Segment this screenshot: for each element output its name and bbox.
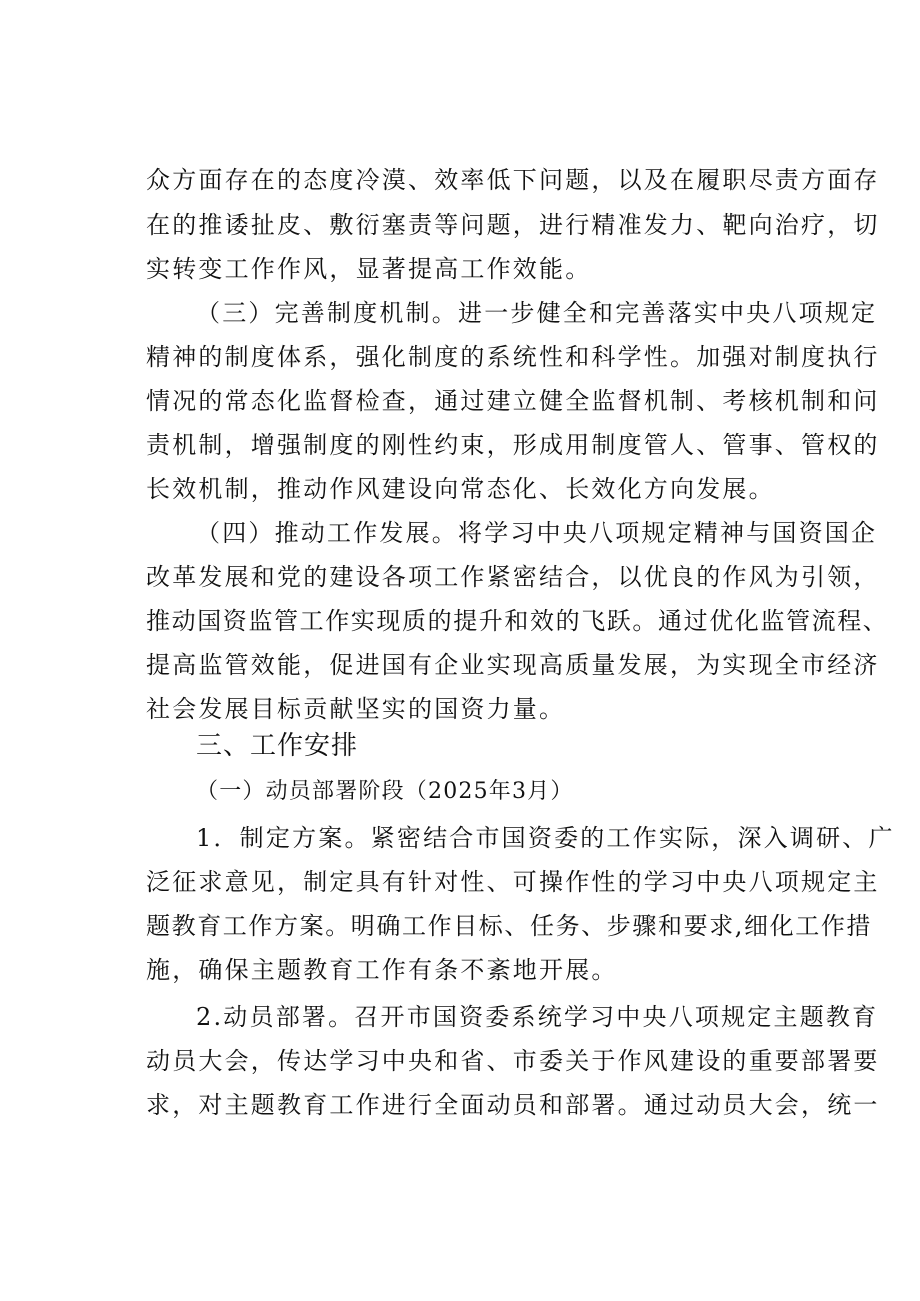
- item-two-start: 2.动员部署。召开市国资委系统学习中央八项规定主题教育: [196, 1003, 879, 1031]
- paragraph-line: 提高监管效能，促进国有企业实现高质量发展，为实现全市经济: [146, 651, 880, 679]
- section-three-paragraph-start: （三）完善制度机制。进一步健全和完善落实中央八项规定: [196, 299, 878, 327]
- paragraph-line: 推动国资监管工作实现质的提升和效的飞跃。通过优化监管流程、: [146, 607, 889, 635]
- paragraph-line: 题教育工作方案。明确工作目标、任务、步骤和要求,细化工作措: [146, 912, 873, 940]
- paragraph-line: 在的推诿扯皮、敷衍塞责等问题，进行精准发力、靶向治疗，切: [146, 211, 880, 239]
- sub-section-heading: （一）动员部署阶段（2025年3月）: [196, 779, 574, 804]
- paragraph-line: 精神的制度体系，强化制度的系统性和科学性。加强对制度执行: [146, 343, 880, 371]
- section-heading: 三、工作安排: [196, 731, 359, 761]
- paragraph-line: 长效机制，推动作风建设向常态化、长效化方向发展。: [146, 475, 775, 503]
- paragraph-line: 泛征求意见，制定具有针对性、可操作性的学习中央八项规定主: [146, 868, 880, 896]
- section-four-paragraph-start: （四）推动工作发展。将学习中央八项规定精神与国资国企: [196, 519, 878, 547]
- paragraph-line: 动员大会，传达学习中央和省、市委关于作风建设的重要部署要: [146, 1047, 880, 1075]
- paragraph-line: 改革发展和党的建设各项工作紧密结合，以优良的作风为引领，: [146, 563, 880, 591]
- paragraph-line: 情况的常态化监督检查，通过建立健全监督机制、考核机制和问: [146, 387, 880, 415]
- paragraph-line: 施，确保主题教育工作有条不紊地开展。: [146, 956, 618, 984]
- paragraph-line: 社会发展目标贡献坚实的国资力量。: [146, 695, 566, 723]
- paragraph-line: 众方面存在的态度冷漠、效率低下问题，以及在履职尽责方面存: [146, 166, 880, 194]
- paragraph-line: 责机制，增强制度的刚性约束，形成用制度管人、管事、管权的: [146, 431, 880, 459]
- paragraph-line: 求，对主题教育工作进行全面动员和部署。通过动员大会，统一: [146, 1091, 880, 1119]
- item-one-start: 1．制定方案。紧密结合市国资委的工作实际，深入调研、广: [196, 824, 895, 852]
- paragraph-line: 实转变工作作风，显著提高工作效能。: [146, 255, 592, 283]
